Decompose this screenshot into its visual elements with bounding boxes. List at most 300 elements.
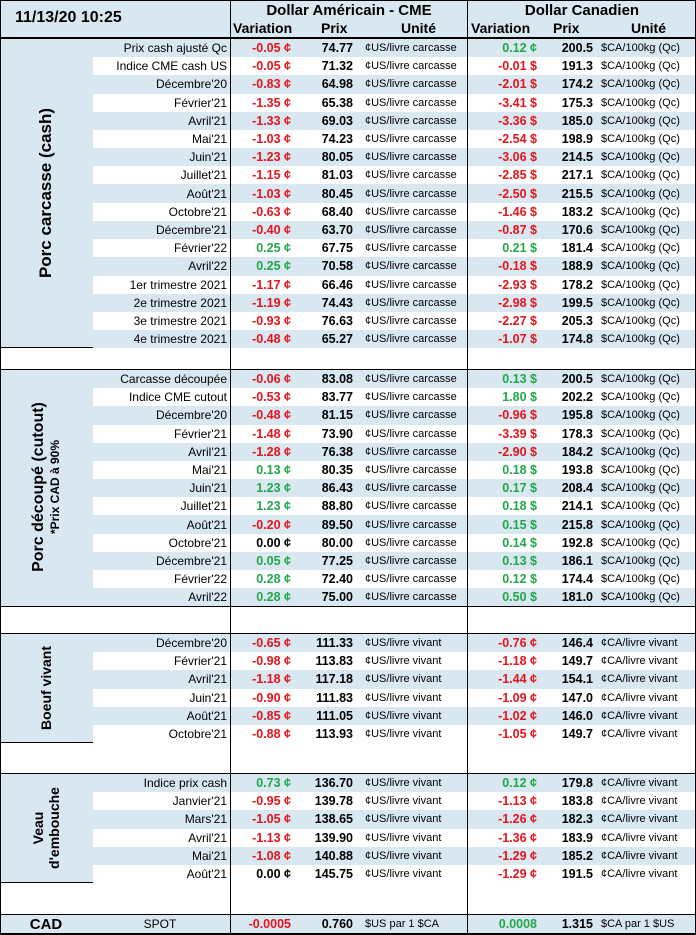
- usd-prix: 111.05: [316, 708, 353, 723]
- row-label: Février'21: [174, 95, 227, 110]
- table-row: [93, 203, 695, 221]
- cad-unite: $CA/100kg (Qc): [601, 42, 680, 54]
- cad-prix: 205.3: [561, 314, 593, 328]
- usd-variation: -1.03 ¢: [252, 186, 291, 201]
- cad-variation: 0.21 $: [502, 241, 537, 256]
- cad-variation: -0.76 ¢: [498, 636, 537, 650]
- usd-unite: ¢US/livre carcasse: [365, 445, 457, 458]
- usd-unite: ¢US/livre carcasse: [365, 151, 457, 164]
- table-row: [93, 810, 695, 828]
- cad-prix: 179.8: [561, 776, 593, 790]
- table-row: [93, 221, 695, 239]
- cad-unite: ¢CA/livre vivant: [601, 831, 678, 844]
- cad-unite: ¢CA/livre vivant: [601, 728, 678, 740]
- usd-unite: ¢US/livre vivant: [365, 728, 442, 740]
- cad-unite-header: Unité: [631, 20, 666, 36]
- cad-unite: $CA/100kg (Qc): [601, 333, 680, 346]
- table-row: [93, 725, 695, 743]
- cad-unite: $CA/100kg (Qc): [601, 445, 680, 458]
- cad-prix: 208.4: [561, 481, 593, 496]
- row-label: Février'21: [174, 654, 227, 669]
- cad-label-text: CAD: [29, 915, 63, 933]
- table-row: [93, 57, 695, 75]
- table-row: [93, 461, 695, 479]
- usd-unite: ¢US/livre vivant: [365, 691, 442, 704]
- table-header: [1, 1, 695, 38]
- cad-prix: 154.1: [561, 672, 593, 687]
- usd-variation: -1.48 ¢: [252, 426, 291, 441]
- cad-variation-header: Variation: [471, 20, 531, 36]
- cad-title: Dollar Canadien: [524, 2, 640, 19]
- cad-variation: -0.01 $: [498, 59, 537, 74]
- usd-variation: 0.13 ¢: [256, 463, 291, 477]
- usd-unite: ¢US/livre carcasse: [365, 96, 457, 109]
- usd-prix: 76.63: [321, 314, 353, 328]
- usd-prix: 113.93: [315, 727, 353, 741]
- table-row: [93, 130, 695, 148]
- usd-prix: 86.43: [321, 481, 353, 496]
- usd-unite: ¢US/livre carcasse: [365, 333, 457, 346]
- usd-variation: -1.23 ¢: [252, 150, 291, 165]
- usd-unite: ¢US/livre carcasse: [365, 78, 457, 91]
- cad-spot-row: [93, 915, 695, 933]
- usd-prix: 139.78: [314, 794, 353, 809]
- cad-variation: -3.41 $: [498, 95, 537, 110]
- cad-variation: 0.50 $: [502, 590, 537, 605]
- usd-prix: 63.70: [321, 223, 353, 237]
- cad-variation: 0.15 $: [502, 517, 537, 532]
- cad-prix: 191.5: [561, 867, 593, 881]
- divider-usd: [230, 1, 231, 934]
- usd-variation: 1.23 ¢: [256, 481, 291, 496]
- row-label: 2e trimestre 2021: [133, 295, 227, 310]
- usd-prix: 138.65: [314, 812, 353, 827]
- usd-unite-header: Unité: [401, 20, 436, 36]
- usd-variation: 0.25 ¢: [256, 241, 291, 256]
- cad-prix: 215.8: [561, 517, 593, 532]
- cad-variation: 0.18 $: [502, 499, 537, 514]
- usd-unite: ¢US/livre vivant: [365, 709, 442, 722]
- usd-variation: -0.63 ¢: [252, 204, 291, 219]
- usd-prix: 113.83: [315, 654, 353, 669]
- usd-variation: -0.06 ¢: [252, 372, 291, 386]
- usd-prix: 80.35: [321, 463, 353, 477]
- usd-variation: -0.05 ¢: [252, 59, 291, 74]
- usd-variation: -0.40 ¢: [252, 223, 291, 237]
- usd-prix: 65.38: [321, 95, 353, 110]
- cad-prix: 149.7: [561, 727, 593, 741]
- table-row: [93, 774, 695, 792]
- table-row: [93, 312, 695, 330]
- usd-prix: 89.50: [321, 517, 353, 532]
- cad-prix: 199.5: [561, 295, 593, 310]
- cad-variation: -0.18 $: [498, 259, 537, 274]
- usd-variation: 0.73 ¢: [256, 776, 291, 790]
- cad-variation: 0.12 $: [502, 572, 537, 587]
- cad-variation: 0.14 $: [502, 535, 537, 550]
- usd-variation: -0.85 ¢: [252, 708, 291, 723]
- usd-variation: -0.93 ¢: [252, 314, 291, 328]
- table-row: [93, 94, 695, 112]
- cad-prix: 182.3: [561, 812, 593, 827]
- cad-unite: $CA/100kg (Qc): [601, 427, 680, 440]
- cad-prix: 181.4: [561, 241, 593, 256]
- row-label: Février'21: [174, 426, 227, 441]
- usd-unite: ¢US/livre carcasse: [365, 373, 457, 385]
- table-row: [93, 552, 695, 570]
- cad-prix: 174.4: [561, 572, 593, 587]
- cad-variation: 0.17 $: [502, 481, 537, 496]
- cad-variation: -3.36 $: [498, 113, 537, 128]
- cad-prix: 183.2: [561, 204, 593, 219]
- table-row: [93, 534, 695, 552]
- table-row: [93, 792, 695, 810]
- cad-variation: 0.12 ¢: [502, 776, 537, 790]
- cad-variation: -1.09 ¢: [498, 690, 537, 705]
- cad-prix: 178.3: [561, 426, 593, 441]
- row-label: Août'21: [186, 517, 227, 532]
- usd-prix: 70.58: [321, 259, 353, 274]
- table-row: [93, 330, 695, 348]
- usd-unite: ¢US/livre carcasse: [365, 133, 457, 145]
- usd-prix: 64.98: [321, 77, 353, 92]
- usd-prix: 67.75: [321, 241, 353, 256]
- table-row: [93, 497, 695, 515]
- cad-unite: ¢CA/livre vivant: [601, 709, 678, 722]
- usd-unite: ¢US/livre carcasse: [365, 591, 457, 604]
- table-row: [93, 276, 695, 294]
- table-row: [93, 443, 695, 461]
- row-label: Carcasse découpée: [120, 372, 227, 386]
- cad-label: [1, 914, 91, 934]
- row-label: Août'21: [186, 708, 227, 723]
- usd-unite: ¢US/livre vivant: [365, 831, 442, 844]
- usd-unite: ¢US/livre carcasse: [365, 224, 457, 236]
- cad-unite: $CA/100kg (Qc): [601, 205, 680, 218]
- cad-variation: -1.46 $: [498, 204, 537, 219]
- cad-variation: -1.29 ¢: [498, 848, 537, 863]
- cad-variation: 0.18 $: [502, 463, 537, 477]
- table-row: [93, 829, 695, 847]
- usd-variation: -0.48 ¢: [252, 408, 291, 423]
- usd-unite: ¢US/livre carcasse: [365, 409, 457, 422]
- cad-prix: 195.8: [561, 408, 593, 423]
- usd-variation: -0.48 ¢: [252, 332, 291, 347]
- table-row: [93, 588, 695, 606]
- cad-unite: ¢CA/livre vivant: [601, 673, 678, 686]
- row-label: Décembre'20: [156, 77, 227, 92]
- cad-prix: 147.0: [561, 690, 593, 705]
- cad-prix: 186.1: [561, 554, 593, 568]
- usd-unite: ¢US/livre carcasse: [365, 42, 457, 54]
- usd-variation: -0.0005: [248, 917, 291, 931]
- cad-prix: 174.2: [561, 77, 593, 92]
- cad-prix: 185.0: [561, 113, 593, 128]
- row-label: Avril'21: [188, 444, 227, 459]
- usd-unite: ¢US/livre carcasse: [365, 573, 457, 586]
- row-label: Août'21: [186, 186, 227, 201]
- usd-prix: 74.43: [321, 295, 353, 310]
- usd-prix: 77.25: [321, 554, 353, 568]
- usd-unite: ¢US/livre carcasse: [365, 464, 457, 476]
- cad-variation: -1.18 ¢: [498, 654, 537, 669]
- usd-unite: $US par 1 $CA: [365, 918, 439, 930]
- usd-variation: -1.28 ¢: [252, 444, 291, 459]
- usd-prix: 80.45: [321, 186, 353, 201]
- row-label: 4e trimestre 2021: [133, 332, 227, 347]
- usd-variation: 0.28 ¢: [256, 572, 291, 587]
- cad-variation: -2.90 $: [498, 444, 537, 459]
- cad-unite: ¢CA/livre vivant: [601, 868, 678, 880]
- usd-prix: 139.90: [314, 830, 353, 845]
- cad-variation: -1.29 ¢: [498, 867, 537, 881]
- cad-prix: 185.2: [561, 848, 593, 863]
- cad-variation: -1.44 ¢: [498, 672, 537, 687]
- row-label: Décembre'20: [156, 636, 227, 650]
- usd-prix: 68.40: [321, 204, 353, 219]
- section-label-line: Porc carcasse (cash): [36, 107, 56, 278]
- row-label: Mai'21: [192, 132, 227, 146]
- row-label: Avril'21: [188, 672, 227, 687]
- cad-prix: 1.315: [561, 917, 593, 931]
- usd-prix: 73.90: [321, 426, 353, 441]
- cad-variation: -2.85 $: [498, 168, 537, 183]
- usd-prix: 117.18: [315, 672, 353, 687]
- cad-unite: ¢CA/livre vivant: [601, 813, 678, 826]
- cad-unite: $CA/100kg (Qc): [601, 187, 680, 200]
- usd-unite: ¢US/livre vivant: [365, 777, 442, 789]
- cad-prix: 192.8: [561, 535, 593, 550]
- cad-variation: -3.39 $: [498, 426, 537, 441]
- cad-variation: -2.01 $: [498, 77, 537, 92]
- table-row: [93, 479, 695, 497]
- row-label: Octobre'21: [168, 204, 227, 219]
- usd-unite: ¢US/livre vivant: [365, 813, 442, 826]
- section-label-text: [30, 402, 62, 572]
- cad-variation: -3.06 $: [498, 150, 537, 165]
- row-label: Avril'22: [188, 590, 227, 605]
- usd-unite: ¢US/livre vivant: [365, 655, 442, 668]
- cad-prix: 198.9: [561, 132, 593, 146]
- section-label: [1, 38, 91, 347]
- cad-unite: $CA/100kg (Qc): [601, 278, 680, 291]
- section-label-line: Porc découpé (cutout): [30, 402, 47, 573]
- row-label: Indice CME cutout: [128, 390, 227, 405]
- usd-prix-header: Prix: [321, 20, 348, 36]
- table-row: [93, 370, 695, 388]
- table-row: [93, 865, 695, 883]
- row-label: Mai'21: [192, 848, 227, 863]
- cad-variation: 0.12 ¢: [502, 41, 537, 55]
- usd-variation: -0.05 ¢: [252, 41, 291, 55]
- section-sublabel: *Prix CAD à 90%: [48, 440, 62, 535]
- usd-variation-header: Variation: [233, 20, 293, 36]
- usd-prix: 69.03: [321, 113, 353, 128]
- cad-variation: -0.96 $: [498, 408, 537, 423]
- table-row: [93, 670, 695, 688]
- cad-prix-header: Prix: [553, 20, 580, 36]
- cad-unite: $CA/100kg (Qc): [601, 409, 680, 422]
- usd-prix: 136.70: [314, 776, 353, 790]
- cad-unite: $CA/100kg (Qc): [601, 169, 680, 182]
- cad-prix: 149.7: [561, 654, 593, 669]
- cad-unite: $CA/100kg (Qc): [601, 151, 680, 164]
- table-row: [93, 406, 695, 424]
- row-label: Décembre'20: [156, 408, 227, 423]
- usd-prix: 88.80: [321, 499, 353, 514]
- row-label: Février'22: [174, 241, 227, 256]
- row-label: Mars'21: [184, 812, 227, 827]
- usd-variation: -1.19 ¢: [252, 295, 291, 310]
- usd-prix: 75.00: [321, 590, 353, 605]
- usd-variation: -0.98 ¢: [252, 654, 291, 669]
- usd-unite: ¢US/livre carcasse: [365, 205, 457, 218]
- cad-prix: 170.6: [561, 223, 593, 237]
- usd-unite: ¢US/livre vivant: [365, 637, 442, 649]
- section-label-text: [30, 787, 62, 869]
- row-label: Avril'21: [188, 113, 227, 128]
- cad-variation: 1.80 $: [502, 390, 537, 405]
- cad-unite: ¢CA/livre vivant: [601, 849, 678, 862]
- row-label: Juin'21: [189, 690, 227, 705]
- usd-prix: 81.15: [321, 408, 353, 423]
- cad-prix: 214.5: [561, 150, 593, 165]
- usd-prix: 83.08: [321, 372, 353, 386]
- cad-variation: -1.02 ¢: [498, 708, 537, 723]
- usd-variation: 0.25 ¢: [256, 259, 291, 274]
- usd-unite: ¢US/livre carcasse: [365, 242, 457, 255]
- usd-prix: 111.33: [316, 636, 353, 650]
- table-row: [93, 425, 695, 443]
- cad-unite: $CA/100kg (Qc): [601, 96, 680, 109]
- table-row: [93, 148, 695, 166]
- section-label: [1, 773, 91, 882]
- usd-unite: ¢US/livre carcasse: [365, 482, 457, 495]
- cad-prix: 202.2: [561, 390, 593, 405]
- usd-prix: 74.77: [321, 41, 353, 55]
- section-label-line: d'embouche: [46, 786, 62, 869]
- usd-variation: -0.90 ¢: [252, 690, 291, 705]
- cad-prix: 175.3: [561, 95, 593, 110]
- usd-prix: 66.46: [321, 277, 353, 292]
- cad-variation: -1.36 ¢: [498, 830, 537, 845]
- cad-prix: 217.1: [561, 168, 593, 183]
- cad-prix: 193.8: [561, 463, 593, 477]
- usd-unite: ¢US/livre vivant: [365, 795, 442, 808]
- cad-unite: $CA/100kg (Qc): [601, 464, 680, 476]
- usd-prix: 76.38: [321, 444, 353, 459]
- usd-prix: 80.00: [321, 535, 353, 550]
- row-label: Décembre'21: [156, 554, 227, 568]
- cad-prix: 181.0: [561, 590, 593, 605]
- row-label: Indice CME cash US: [116, 59, 227, 74]
- cad-variation: -2.54 $: [498, 132, 537, 146]
- row-label: Juin'21: [189, 150, 227, 165]
- table-row: [93, 570, 695, 588]
- cad-unite: ¢CA/livre vivant: [601, 795, 678, 808]
- usd-prix: 140.88: [314, 848, 353, 863]
- usd-variation: -0.95 ¢: [252, 794, 291, 809]
- cad-prix: 183.8: [561, 794, 593, 809]
- cad-unite: $CA/100kg (Qc): [601, 555, 680, 567]
- usd-prix: 71.32: [321, 59, 353, 74]
- row-label: Avril'21: [188, 830, 227, 845]
- cad-unite: $CA/100kg (Qc): [601, 114, 680, 127]
- usd-prix: 81.03: [321, 168, 353, 183]
- section-label-text: [36, 108, 56, 278]
- cad-prix: 146.0: [561, 708, 593, 723]
- cad-prix: 174.8: [561, 332, 593, 347]
- cad-row-label: SPOT: [143, 917, 177, 931]
- cad-unite: $CA/100kg (Qc): [601, 536, 680, 549]
- cad-variation: 0.0008: [498, 917, 537, 931]
- usd-prix: 0.760: [321, 917, 353, 931]
- cad-unite: $CA/100kg (Qc): [601, 133, 680, 145]
- cad-unite: ¢CA/livre vivant: [601, 637, 678, 649]
- usd-variation: -0.65 ¢: [252, 636, 291, 650]
- timestamp: 11/13/20 10:25: [15, 9, 122, 26]
- usd-variation: -1.13 ¢: [252, 830, 291, 845]
- usd-unite: ¢US/livre carcasse: [365, 278, 457, 291]
- section-label-line: Boeuf vivant: [37, 645, 54, 730]
- row-label: Indice prix cash: [143, 776, 227, 790]
- cad-prix: 146.4: [561, 636, 593, 650]
- table-row: [93, 689, 695, 707]
- row-label: Juin'21: [189, 481, 227, 496]
- table-row: [93, 652, 695, 670]
- usd-variation: -0.88 ¢: [252, 727, 291, 741]
- usd-variation: 0.00 ¢: [256, 867, 291, 881]
- cad-unite: $CA/100kg (Qc): [601, 500, 680, 513]
- cad-prix: 215.5: [561, 186, 593, 201]
- cad-unite: $CA/100kg (Qc): [601, 78, 680, 91]
- usd-unite: ¢US/livre carcasse: [365, 555, 457, 567]
- usd-variation: -1.08 ¢: [252, 848, 291, 863]
- cad-prix: 178.2: [561, 277, 593, 292]
- usd-variation: 0.05 ¢: [256, 554, 291, 568]
- cad-variation: -1.07 $: [498, 332, 537, 347]
- cad-variation: -1.05 ¢: [498, 727, 537, 741]
- usd-unite: ¢US/livre vivant: [365, 868, 442, 880]
- row-label: Juillet'21: [180, 168, 227, 183]
- cad-unite: ¢CA/livre vivant: [601, 655, 678, 668]
- table-row: [93, 294, 695, 312]
- cad-unite: $CA par 1 $US: [601, 918, 675, 930]
- section-label-line: Veau: [30, 811, 46, 844]
- section-label: [1, 369, 91, 606]
- table-row: [93, 112, 695, 130]
- usd-unite: ¢US/livre carcasse: [365, 60, 457, 73]
- usd-prix: 145.75: [314, 867, 353, 881]
- cad-prix: 191.3: [561, 59, 593, 74]
- cad-variation: -0.87 $: [498, 223, 537, 237]
- row-label: Mai'21: [192, 463, 227, 477]
- row-label: 1er trimestre 2021: [129, 277, 227, 292]
- cad-variation: -2.50 $: [498, 186, 537, 201]
- cad-unite: $CA/100kg (Qc): [601, 573, 680, 586]
- usd-prix: 72.40: [321, 572, 353, 587]
- cad-unite: $CA/100kg (Qc): [601, 260, 680, 273]
- row-label: Décembre'21: [156, 223, 227, 237]
- table-row: [93, 239, 695, 257]
- usd-unite: ¢US/livre vivant: [365, 673, 442, 686]
- usd-title: Dollar Américain - CME: [266, 2, 432, 19]
- usd-prix: 83.77: [321, 390, 353, 405]
- row-label: Octobre'21: [168, 535, 227, 550]
- usd-variation: -1.35 ¢: [252, 95, 291, 110]
- usd-unite: ¢US/livre vivant: [365, 849, 442, 862]
- cad-variation: -2.93 $: [498, 277, 537, 292]
